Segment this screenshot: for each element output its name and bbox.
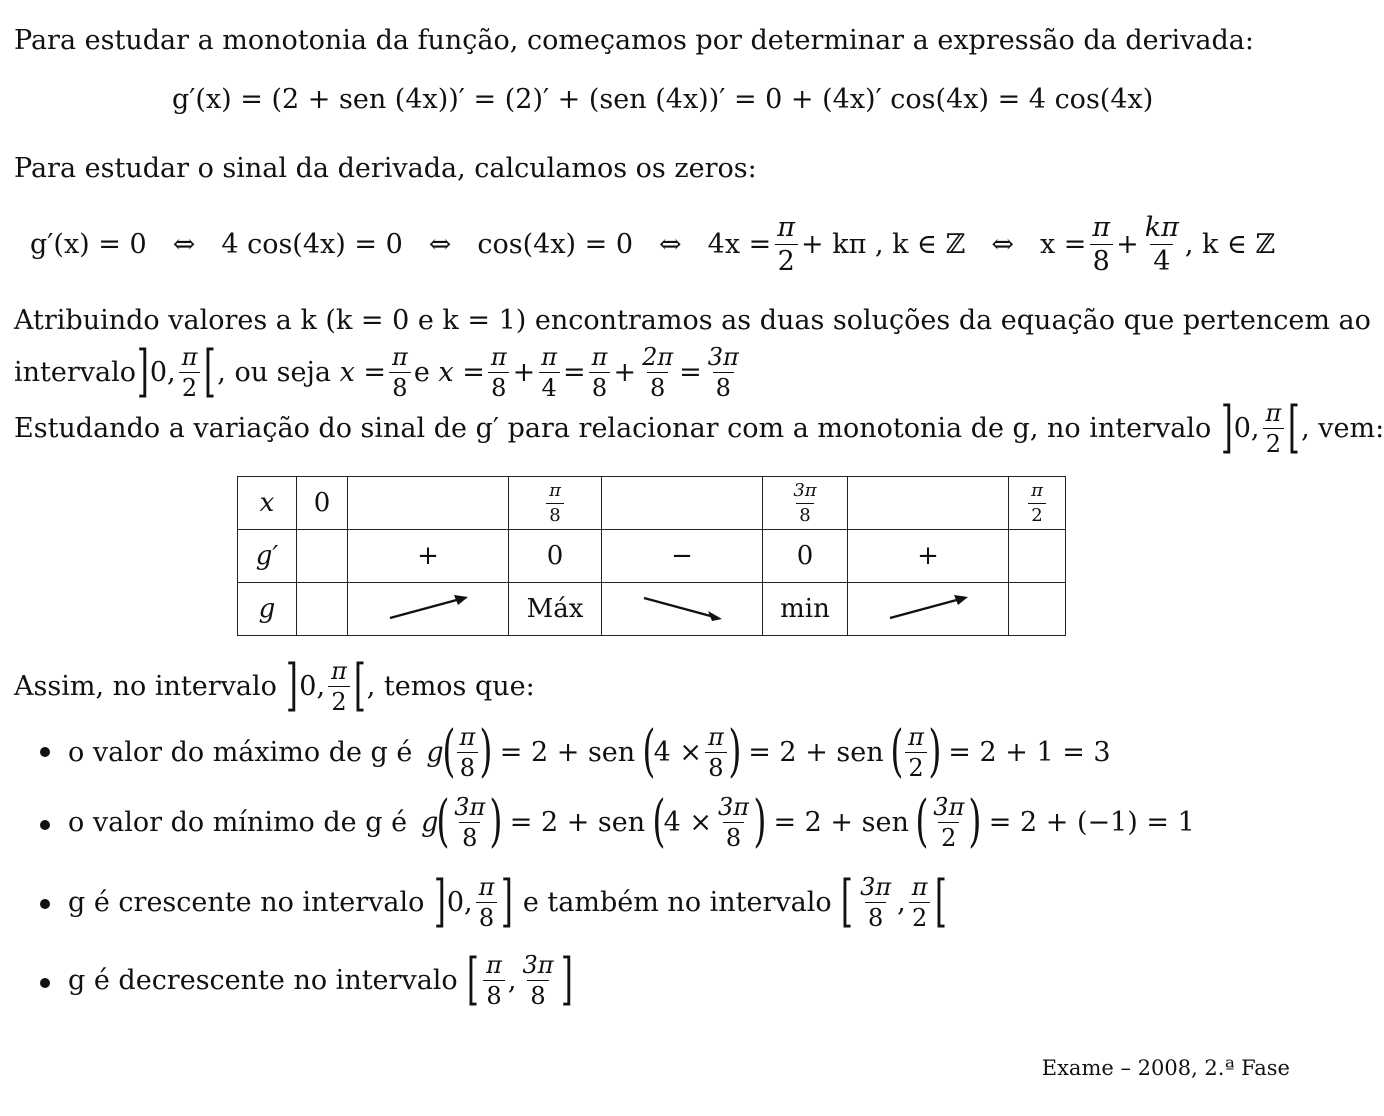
- bullet-min: o valor do mínimo de g é g ( $\frac{3\pi}{8}$ ) = 2 + sen ( 4 × $\frac{3\pi}{8}$ ) = 2 + sen ( $\frac{3\pi}{2}$ ) = 2 + (−1) = 1: [68, 789, 1195, 854]
- derivative-equation: [172, 84, 1153, 115]
- bullet-marker: [40, 820, 50, 830]
- bullet-marker: [40, 899, 50, 909]
- table-row-x: x 0 $\frac{\pi}{8}$ $\frac{3\pi}{8}$ $\frac{\pi}{2}$: [238, 477, 1066, 530]
- arrow-up-icon: [348, 583, 509, 636]
- bullet-max: o valor do máximo de g é g ( $\frac{\pi}{8}$ ) = 2 + sen ( 4 × $\frac{\pi}{8}$ ) = 2 + sen ( $\frac{\pi}{2}$ ) = 2 + 1 = 3: [68, 719, 1111, 784]
- assign-line-1: Atribuindo valores a k (k = 0 e k = 1) encontramos as duas soluções da equação que pertencem ao: [14, 305, 1371, 336]
- conclusion-intro: Assim, no intervalo ] 0, $\frac{\pi}{2}$ [ , temos que:: [14, 653, 535, 718]
- bullet-marker: [40, 747, 50, 757]
- study-line: Estudando a variação do sinal de g′ para relacionar com a monotonia de g, no intervalo ] 0, $\frac{\pi}{2}$ [ , vem:: [14, 395, 1384, 460]
- zeros-equation: g′(x) = 0 ⇔ 4 cos(4x) = 0 ⇔ cos(4x) = 0 ⇔ 4x = $\frac{\pi}{2}$ + kπ , k ∈ ℤ ⇔ x = $\frac{\pi}{8}$ + $\frac{k\pi}{4}$ , k ∈ ℤ: [30, 212, 1276, 277]
- assign-line-2: intervalo ] 0, $\frac{\pi}{2}$ [ , ou seja x = $\frac{\pi}{8}$ e x = $\frac{\pi}{8}$ + $\frac{\pi}{4}$ = $\frac{\pi}{8}$ + $\frac{2\pi}{8}$ = $\frac{3\pi}{8}$: [14, 339, 739, 404]
- iff-symbol: ⇔: [991, 229, 1014, 260]
- derivative-expression: g′(x) = (2 + sen (4x))′ = (2)′ + (sen (4x))′ = 0 + (4x)′ cos(4x) = 4 cos(4x): [172, 84, 1154, 115]
- iff-symbol: ⇔: [428, 229, 452, 260]
- zeros-step-d-rhs: + kπ , k ∈ ℤ: [801, 229, 966, 260]
- zeros-step-c: cos(4x) = 0: [477, 229, 634, 260]
- iff-symbol: ⇔: [659, 229, 682, 260]
- bullet-increasing: g é crescente no intervalo ] 0, $\frac{\pi}{8}$ ] e também no intervalo [ $\frac{3\pi}{8}$ , $\frac{\pi}{2}$ [: [68, 869, 947, 934]
- bullet-marker: [40, 978, 50, 988]
- bullet-decreasing: g é decrescente no intervalo [ $\frac{\pi}{8}$ , $\frac{3\pi}{8}$ ]: [68, 947, 573, 1012]
- zeros-step-d-lhs: 4x =: [707, 229, 772, 260]
- sign-intro-text: Para estudar o sinal da derivada, calculamos os zeros:: [14, 153, 757, 184]
- table-row-gprime: g′ + 0 − 0 +: [238, 530, 1066, 583]
- table-row-g: g Máx min: [238, 583, 1066, 636]
- arrow-down-icon: [602, 583, 763, 636]
- zeros-step-e-rhs: , k ∈ ℤ: [1184, 229, 1276, 260]
- arrow-up-icon: [848, 583, 1009, 636]
- iff-symbol: ⇔: [172, 229, 196, 260]
- zeros-step-b: 4 cos(4x) = 0: [221, 229, 403, 260]
- intro-text: Para estudar a monotonia da função, começamos por determinar a expressão da derivada:: [14, 25, 1254, 56]
- zeros-step-a: g′(x) = 0: [30, 229, 147, 260]
- variation-table: [237, 476, 1066, 636]
- zeros-step-e-lhs: x =: [1039, 229, 1087, 260]
- source-reference: Exame – 2008, 2.ª Fase: [1041, 1056, 1290, 1080]
